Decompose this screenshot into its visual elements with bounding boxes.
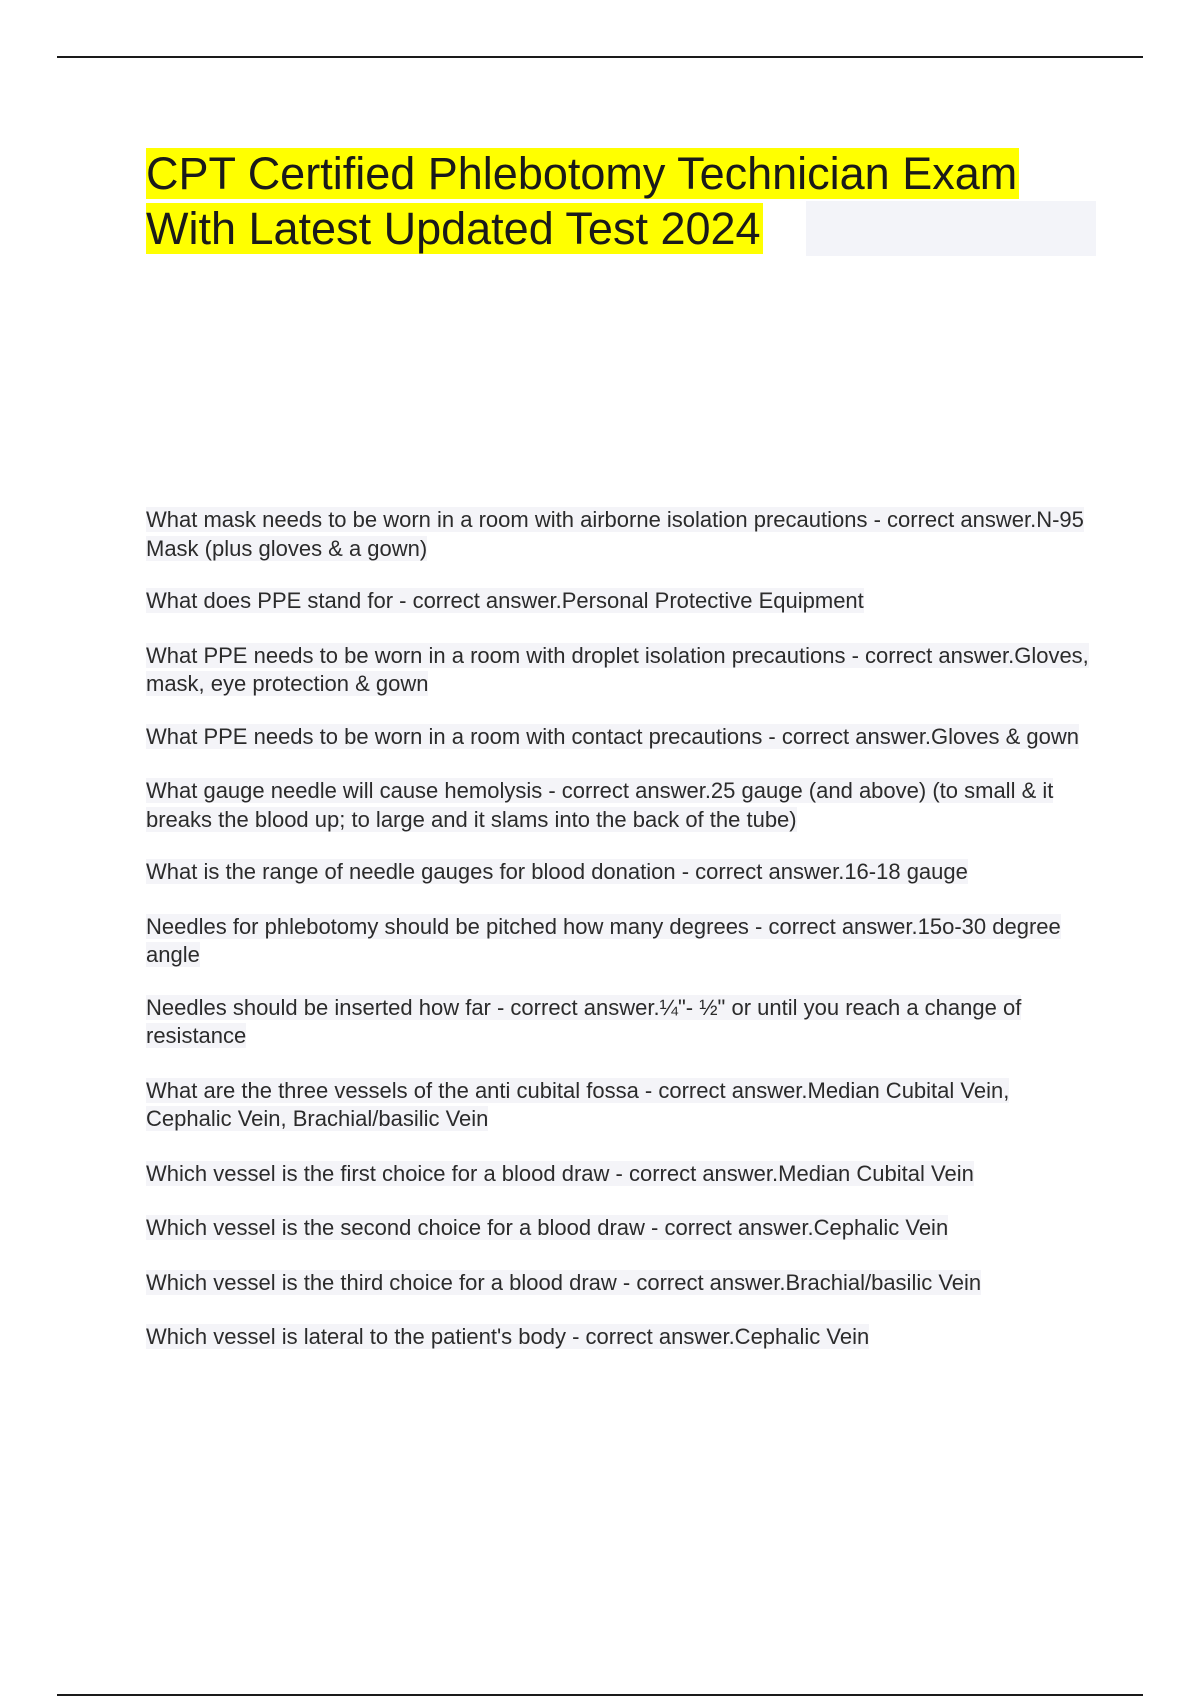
qa-item-text: What are the three vessels of the anti cubital fossa - correct answer.Median Cubital Vein, Cephalic Vein, Brachial/basilic Vein [146,1077,1010,1131]
qa-list [146,506,1096,1352]
qa-item-text: What PPE needs to be worn in a room with droplet isolation precautions - correct answer.Gloves, mask, eye protection & gown [146,642,1089,696]
title-line-1: CPT Certified Phlebotomy Technician Exam [146,148,1018,199]
qa-item-text: What PPE needs to be worn in a room with contact precautions - correct answer.Gloves & gown [146,723,1080,749]
qa-item [146,1077,1096,1134]
qa-item [146,587,1096,616]
qa-item-text: Needles for phlebotomy should be pitched how many degrees - correct answer.15o-30 degree angle [146,913,1061,967]
qa-item [146,1214,1096,1243]
qa-item [146,913,1096,970]
qa-item-text: What mask needs to be worn in a room with airborne isolation precautions - correct answer.N-95 Mask (plus gloves & a gown) [146,507,1084,561]
qa-item [146,506,1096,563]
qa-item-text: Which vessel is the second choice for a blood draw - correct answer.Cephalic Vein [146,1215,949,1240]
qa-item [146,1323,1096,1352]
bottom-rule [57,1694,1143,1696]
qa-item [146,723,1096,752]
qa-item-text: Needles should be inserted how far - correct answer.¼"- ½" or until you reach a change of resistance [146,994,1022,1048]
qa-item-text: What gauge needle will cause hemolysis - correct answer.25 gauge (and above) (to small & it breaks the blood up; to large and it slams into the back of the tube) [146,778,1054,832]
qa-item-text: What does PPE stand for - correct answer.Personal Protective Equipment [146,588,864,613]
qa-item [146,994,1096,1051]
qa-item [146,642,1096,699]
qa-item [146,1269,1096,1298]
document-title [146,146,1096,256]
qa-item [146,777,1096,834]
title-line-2: With Latest Updated Test 2024 [146,201,1096,256]
qa-item [146,1160,1096,1189]
qa-item-text: What is the range of needle gauges for blood donation - correct answer.16-18 gauge [146,859,968,884]
qa-item-text: Which vessel is lateral to the patient's body - correct answer.Cephalic Vein [146,1324,870,1349]
top-rule [57,56,1143,58]
qa-item-text: Which vessel is the first choice for a blood draw - correct answer.Median Cubital Vein [146,1160,974,1186]
qa-item [146,858,1096,887]
qa-item-text: Which vessel is the third choice for a blood draw - correct answer.Brachial/basilic Vein [146,1269,982,1295]
